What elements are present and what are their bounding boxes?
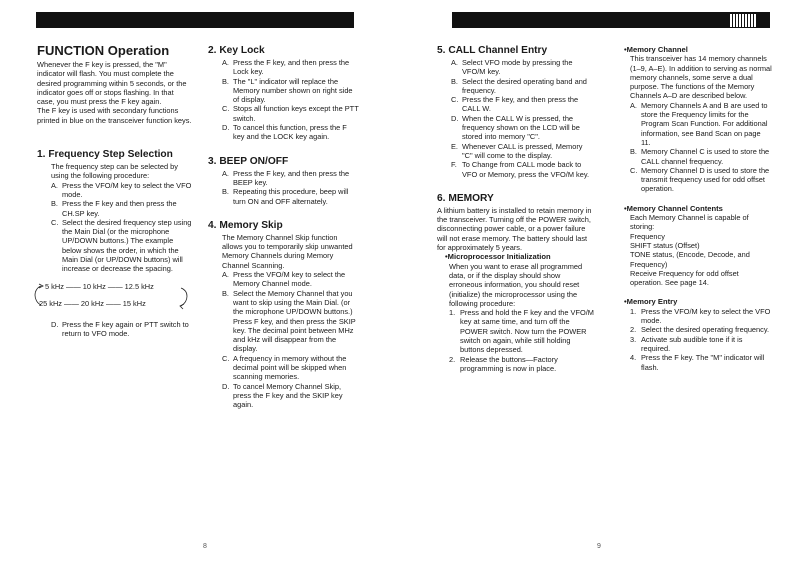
list-item: 3. Activate sub audible tone if it is required. xyxy=(630,334,743,353)
memory-intro: A lithium battery is installed to retain memory in the transceiver. Turning off the POWER switch, disconnecting power cable, or a power failure will not erase memory. The battery should last for approximately 5 years. xyxy=(437,205,592,253)
memory-skip-title: 4. Memory Skip xyxy=(208,219,283,231)
column-3 xyxy=(437,45,595,373)
memory-channel-title: •Memory Channel xyxy=(624,45,688,54)
micro-init-body: When you want to erase all programmed data, or if the display should show erroneous information, you should reset (initialize) the microprocessor using the following procedure: xyxy=(449,261,583,308)
call-entry-title: 5. CALL Channel Entry xyxy=(437,45,548,56)
list-item: A. Select VFO mode by pressing the VFO/M key. xyxy=(451,58,573,77)
memory-entry-title: •Memory Entry xyxy=(624,297,678,307)
header-bar-right xyxy=(452,12,770,28)
list-item: 4. Press the F key. The "M" indicator will flash. xyxy=(630,353,765,372)
list-item: D. When the CALL W is pressed, the frequency shown on the LCD will be stored into memory "C". xyxy=(451,113,580,142)
frequency-step-diagram xyxy=(37,280,192,312)
list-item: E. Whenever CALL is pressed, Memory "C" will come to the display. xyxy=(451,141,583,160)
list-item: 1. Press and hold the F key and the VFO/M key at same time, and turn off the POWER switch. Now turn the POWER switch on again, while still holding buttons depressed. xyxy=(449,308,594,355)
list-item: D. Press the F key again or PTT switch to return to VFO mode. xyxy=(51,319,189,338)
memory-channel-body: This transceiver has 14 memory channels (1–9, A–E). In addition to serving as normal memory channels, some serve a dual purpose. The functions of the Memory Channels A–D are described below. xyxy=(630,54,772,101)
column-1 xyxy=(37,43,192,338)
page-number-left: 8 xyxy=(203,543,207,550)
list-item: C. Press the F key, and then press the CALL W. xyxy=(451,95,579,114)
contents-line: Receive Frequency for odd offset operation. See page 14. xyxy=(630,268,739,288)
freq-step-title: 1. Frequency Step Selection xyxy=(37,149,173,161)
list-item: B. Memory Channel C is used to store the CALL channel frequency. xyxy=(630,147,770,166)
list-item: B. Press the F key and then press the CH.SP key. xyxy=(51,199,177,218)
list-item: B. The "L" indicator will replace the Memory number shown on right side of display. xyxy=(222,76,353,105)
list-item: 2. Select the desired operating frequency. xyxy=(630,325,770,335)
list-item: A. Press the F key, and then press the BEEP key. xyxy=(222,168,350,187)
list-item: C. A frequency in memory without the decimal point will be skipped when scanning memories. xyxy=(222,353,347,382)
list-item: C. Stops all function keys except the PTT switch. xyxy=(222,104,359,123)
column-4 xyxy=(624,45,772,372)
freq-step-intro: The frequency step can be selected by using the following procedure: xyxy=(51,162,178,181)
header-bar-left xyxy=(36,12,354,28)
list-item: 2. Release the buttons—Factory programming is now in place. xyxy=(449,354,558,373)
list-item: B. Repeating this procedure, beep will turn ON and OFF alternately. xyxy=(222,187,349,206)
header-bar-ticks xyxy=(730,14,756,27)
list-item: F. To Change from CALL mode back to VFO or Memory, press the VFO/M key. xyxy=(451,160,590,179)
list-item: A. Press the VFO/M key to select the VFO mode. xyxy=(51,180,192,199)
list-item: D. To cancel Memory Channel Skip, press the F key and the SKIP key again. xyxy=(222,381,343,410)
list-item: B. Select the desired operating band and frequency. xyxy=(451,76,587,95)
function-body: Whenever the F key is pressed, the "M" indicator will flash. You must complete the desired programming within 5 seconds, or the indicator goes off or stops flashing. In that case, you must press the F key again. xyxy=(37,60,187,107)
list-item: A. Press the F key, and then press the Lock key. xyxy=(222,58,350,77)
key-lock-title: 2. Key Lock xyxy=(208,45,265,56)
beep-title: 3. BEEP ON/OFF xyxy=(208,155,289,167)
list-item: B. Select the Memory Channel that you want to skip using the Main Dial. (or the microphone UP/DOWN buttons.) Press F key, and then press the SKIP key. The decimal point between MHz and kHz will disappear from the display. xyxy=(222,288,356,354)
micro-init-title: •Microprocessor Initialization xyxy=(445,252,551,262)
list-item: C. Memory Channel D is used to store the transmit frequency used for odd offset operation. xyxy=(630,165,770,194)
contents-line: Each Memory Channel is capable of storing: xyxy=(630,213,749,232)
contents-line: TONE status, (Encode, Decode, and Frequency) xyxy=(630,250,750,269)
memory-skip-intro: The Memory Channel Skip function allows you to temporarily skip unwanted Memory Channels during Memory Channel Scanning. xyxy=(222,232,353,270)
memory-title: 6. MEMORY xyxy=(437,192,494,204)
function-title: FUNCTION Operation xyxy=(37,43,170,58)
contents-line: SHIFT status (Offset) xyxy=(630,240,700,250)
list-item: A. Memory Channels A and B are used to store the Frequency limits for the Program Scan Function. For additional information, see Band Scan on page 11. xyxy=(630,100,768,147)
contents-line: Frequency xyxy=(630,231,665,241)
column-2 xyxy=(208,45,360,410)
list-item: A. Press the VFO/M key to select the Memory Channel mode. xyxy=(222,270,346,289)
page-number-right: 9 xyxy=(597,543,601,550)
function-body-2: The F key is used with secondary functions printed in blue on the transceiver function keys. xyxy=(37,106,192,125)
diagram-row-1: 5 kHz —— 10 kHz —— 12.5 kHz xyxy=(45,281,154,291)
list-item: D. To cancel this function, press the F key and the LOCK key again. xyxy=(222,123,347,142)
list-item: C. Select the desired frequency step using the Main Dial (or the microphone UP/DOWN buttons.) The example below shows the order, in which the Main Dial (or UP/DOWN buttons) will increase or decrease the spacing. xyxy=(51,217,192,274)
list-item: 1. Press the VFO/M key to select the VFO mode. xyxy=(630,306,771,326)
contents-title: •Memory Channel Contents xyxy=(624,203,723,213)
diagram-row-2: 25 kHz —— 20 kHz —— 15 kHz xyxy=(39,298,146,308)
